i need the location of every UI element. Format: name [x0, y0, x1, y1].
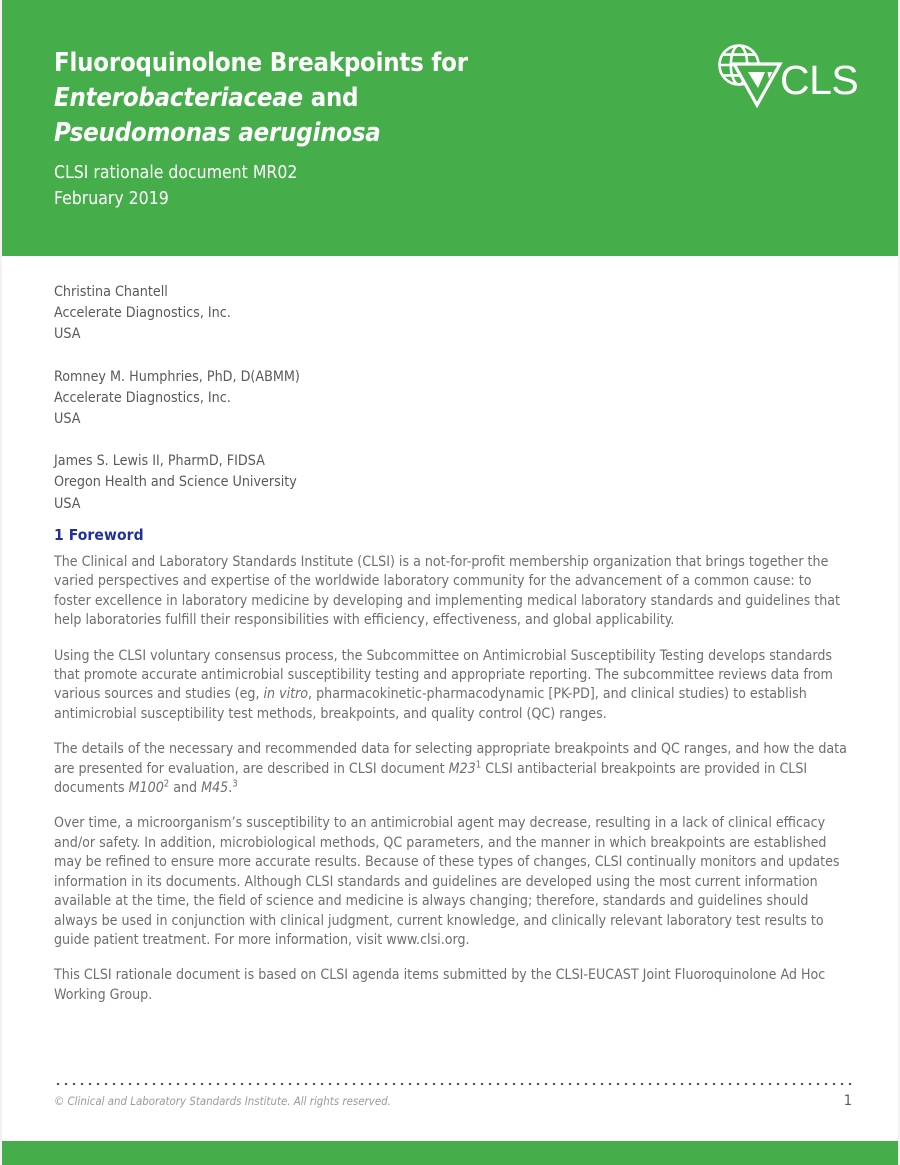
subtitle-doc-code: CLSI rationale document MR02 [54, 163, 298, 183]
footer-copyright: © Clinical and Laboratory Standards Institute. All rights reserved. [54, 1094, 391, 1108]
page-footer [54, 1082, 852, 1109]
footnote-marker-1: 1 [475, 758, 482, 770]
clsi-logo [714, 42, 862, 112]
doc-reference-m45: M45 [201, 780, 229, 797]
title-species-enterobacteriaceae: Enterobacteriaceae [54, 83, 303, 113]
document-subtitle [54, 160, 297, 212]
header-banner [2, 0, 900, 256]
paragraph-2 [54, 647, 852, 725]
author-country: USA [54, 495, 81, 512]
doc-reference-m100: M100 [128, 780, 164, 797]
paragraph-5: This CLSI rationale document is based on CLSI agenda items submitted by the CLSI-EUCAST Joint Fluoroquinolone Ad Hoc Working Group. [54, 967, 826, 1003]
author-country: USA [54, 326, 81, 343]
footer-page-number: 1 [843, 1093, 852, 1109]
paragraph-3-segment-3: and [169, 780, 202, 797]
title-species-pseudomonas: Pseudomonas aeruginosa [54, 118, 381, 148]
author-country: USA [54, 411, 81, 428]
paragraph-2-segment-2: , pharmacokinetic-pharmacodynamic [PK-PD], and clinical studies) to establish antimicrobial susceptibility test methods, breakpoints, and quality control (QC) ranges. [54, 686, 807, 722]
author-entry [54, 367, 554, 431]
footer-banner [2, 1141, 900, 1165]
document-title [54, 46, 704, 151]
footer-row [54, 1093, 852, 1109]
author-affiliation: Accelerate Diagnostics, Inc. [54, 305, 231, 322]
logo-wordmark: CLSI [780, 57, 862, 103]
paragraph-2-segment-1: Using the CLSI voluntary consensus process, the Subcommittee on Antimicrobial Susceptibility Testing develops standards that promote accurate antimicrobial susceptibility testing and appropriate reporting. The subcommittee reviews data from various sources and studies (eg, [54, 647, 833, 703]
paragraph-2-italic-in-vitro: in vitro [263, 686, 309, 703]
author-list [54, 282, 554, 536]
paragraph-4: Over time, a microorganism’s susceptibility to an antimicrobial agent may decrease, resulting in a lack of clinical efficacy and/or safety. In addition, microbiological methods, QC parameters, and the manner in which breakpoints are established may be refined to ensure more accurate results. Because of these types of changes, CLSI continually monitors and updates information in its documents. Although CLSI standards and guidelines are developed using the most current information available at the time, the field of science and medicine is always changing; therefore, standards and guidelines should always be used in conjunction with clinical judgment, current knowledge, and clinically relevant laboratory test results to guide patient treatment. For more information, visit www.clsi.org. [54, 815, 840, 948]
author-name: Romney M. Humphries, PhD, D(ABMM) [54, 368, 300, 385]
paragraph-3 [54, 740, 852, 798]
subtitle-date: February 2019 [54, 189, 169, 209]
author-affiliation: Accelerate Diagnostics, Inc. [54, 389, 231, 406]
author-entry [54, 451, 554, 515]
author-affiliation: Oregon Health and Science University [54, 474, 297, 491]
doc-reference-m23: M23 [448, 760, 476, 777]
author-name: James S. Lewis II, PharmD, FIDSA [54, 453, 265, 470]
footer-dotted-divider [54, 1082, 852, 1086]
title-segment-2: and [302, 83, 359, 113]
section-heading-foreword: 1 Foreword [54, 526, 144, 544]
author-name: Christina Chantell [54, 284, 168, 300]
paragraph-3-period: . [228, 780, 233, 797]
footnote-marker-3: 3 [232, 778, 238, 790]
footnote-marker-2: 2 [163, 778, 170, 790]
title-segment-1: Fluoroquinolone Breakpoints for [54, 48, 468, 78]
paragraph-3-segment-1: The details of the necessary and recommended data for selecting appropriate breakpoints and QC ranges, and how the data are presented for evaluation, are described in CLSI document [54, 741, 847, 777]
author-entry [54, 282, 554, 346]
section-foreword [54, 526, 852, 1005]
paragraph-1: The Clinical and Laboratory Standards Institute (CLSI) is a not-for-profit membership organization that brings together the varied perspectives and expertise of the worldwide laboratory community for the advancement of a common cause: to foster excellence in laboratory medicine by developing and implementing medical laboratory standards and guidelines that help laboratories fulfill their responsibilities with efficiency, effectiveness, and global applicability. [54, 554, 841, 629]
paragraph-3-segment-2: CLSI antibacterial breakpoints are provided in CLSI documents [54, 760, 808, 797]
